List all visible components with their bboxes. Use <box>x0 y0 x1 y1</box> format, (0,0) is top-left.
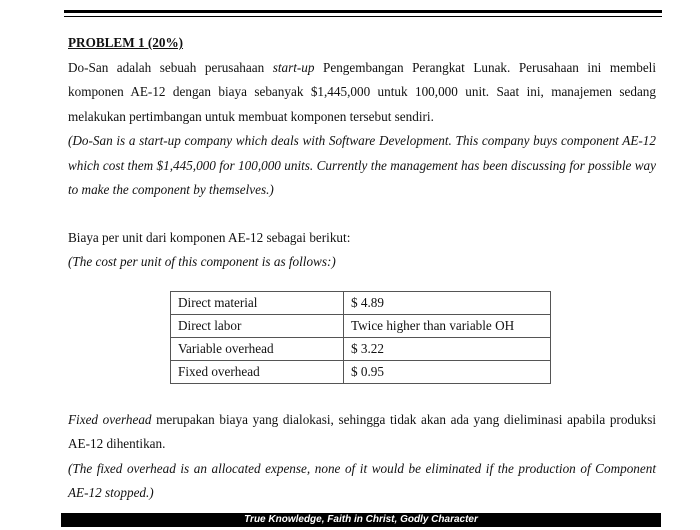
cost-table <box>170 291 551 384</box>
intro-id-italic-term: start-up <box>272 59 315 75</box>
cost-intro-id: Biaya per unit dari komponen AE-12 sebagai berikut: <box>68 229 351 245</box>
table-row <box>171 291 551 314</box>
spacer <box>68 384 656 408</box>
table-row <box>171 337 551 360</box>
fixed-overhead-id-text: merupakan biaya yang dialokasi, sehingga tidak akan ada yang dieliminasi apabila produksi AE-12 dihentikan. <box>68 411 656 451</box>
cost-item-label: Direct labor <box>171 314 344 337</box>
spacer <box>68 203 656 226</box>
cost-item-value: Twice higher than variable OH <box>344 314 551 337</box>
cost-item-label: Variable overhead <box>171 337 344 360</box>
fixed-overhead-paragraph-en: (The fixed overhead is an allocated expense, none of it would be eliminated if the production of Component AE-12 stopped.) <box>68 460 656 500</box>
fixed-overhead-paragraph-id <box>68 408 656 457</box>
table-row <box>171 314 551 337</box>
table-row <box>171 360 551 383</box>
intro-id-text-1: Do-San adalah sebuah perusahaan <box>68 59 273 75</box>
cost-intro-en: (The cost per unit of this component is as follows:) <box>68 254 336 269</box>
problem-content <box>68 31 656 506</box>
cost-item-value: $ 3.22 <box>344 337 551 360</box>
cost-item-value: $ 0.95 <box>344 360 551 383</box>
top-double-rule <box>64 10 662 17</box>
cost-item-label: Direct material <box>171 291 344 314</box>
intro-id-text-2: Pengembangan Perangkat Lunak. Perusahaan ini membeli komponen AE-12 dengan biaya sebanyak $1,445,000 untuk 100,000 unit. Saat ini, manajemen sedang melakukan pertimbangan untuk membuat komponen tersebut sendiri. <box>68 59 656 124</box>
intro-paragraph-id <box>68 56 656 130</box>
cost-table-wrapper <box>170 291 656 384</box>
fixed-overhead-italic-term: Fixed overhead <box>68 411 152 427</box>
footer-motto-bar: True Knowledge, Faith in Christ, Godly Character <box>61 513 661 527</box>
cost-item-label: Fixed overhead <box>171 360 344 383</box>
problem-title: PROBLEM 1 (20%) <box>68 35 184 50</box>
cost-item-value: $ 4.89 <box>344 291 551 314</box>
intro-paragraph-en: (Do-San is a start-up company which deals with Software Development. This company buys component AE-12 which cost them $1,445,000 for 100,000 units. Currently the management has been discussing for possible way to make the component by themselves.) <box>68 133 656 197</box>
